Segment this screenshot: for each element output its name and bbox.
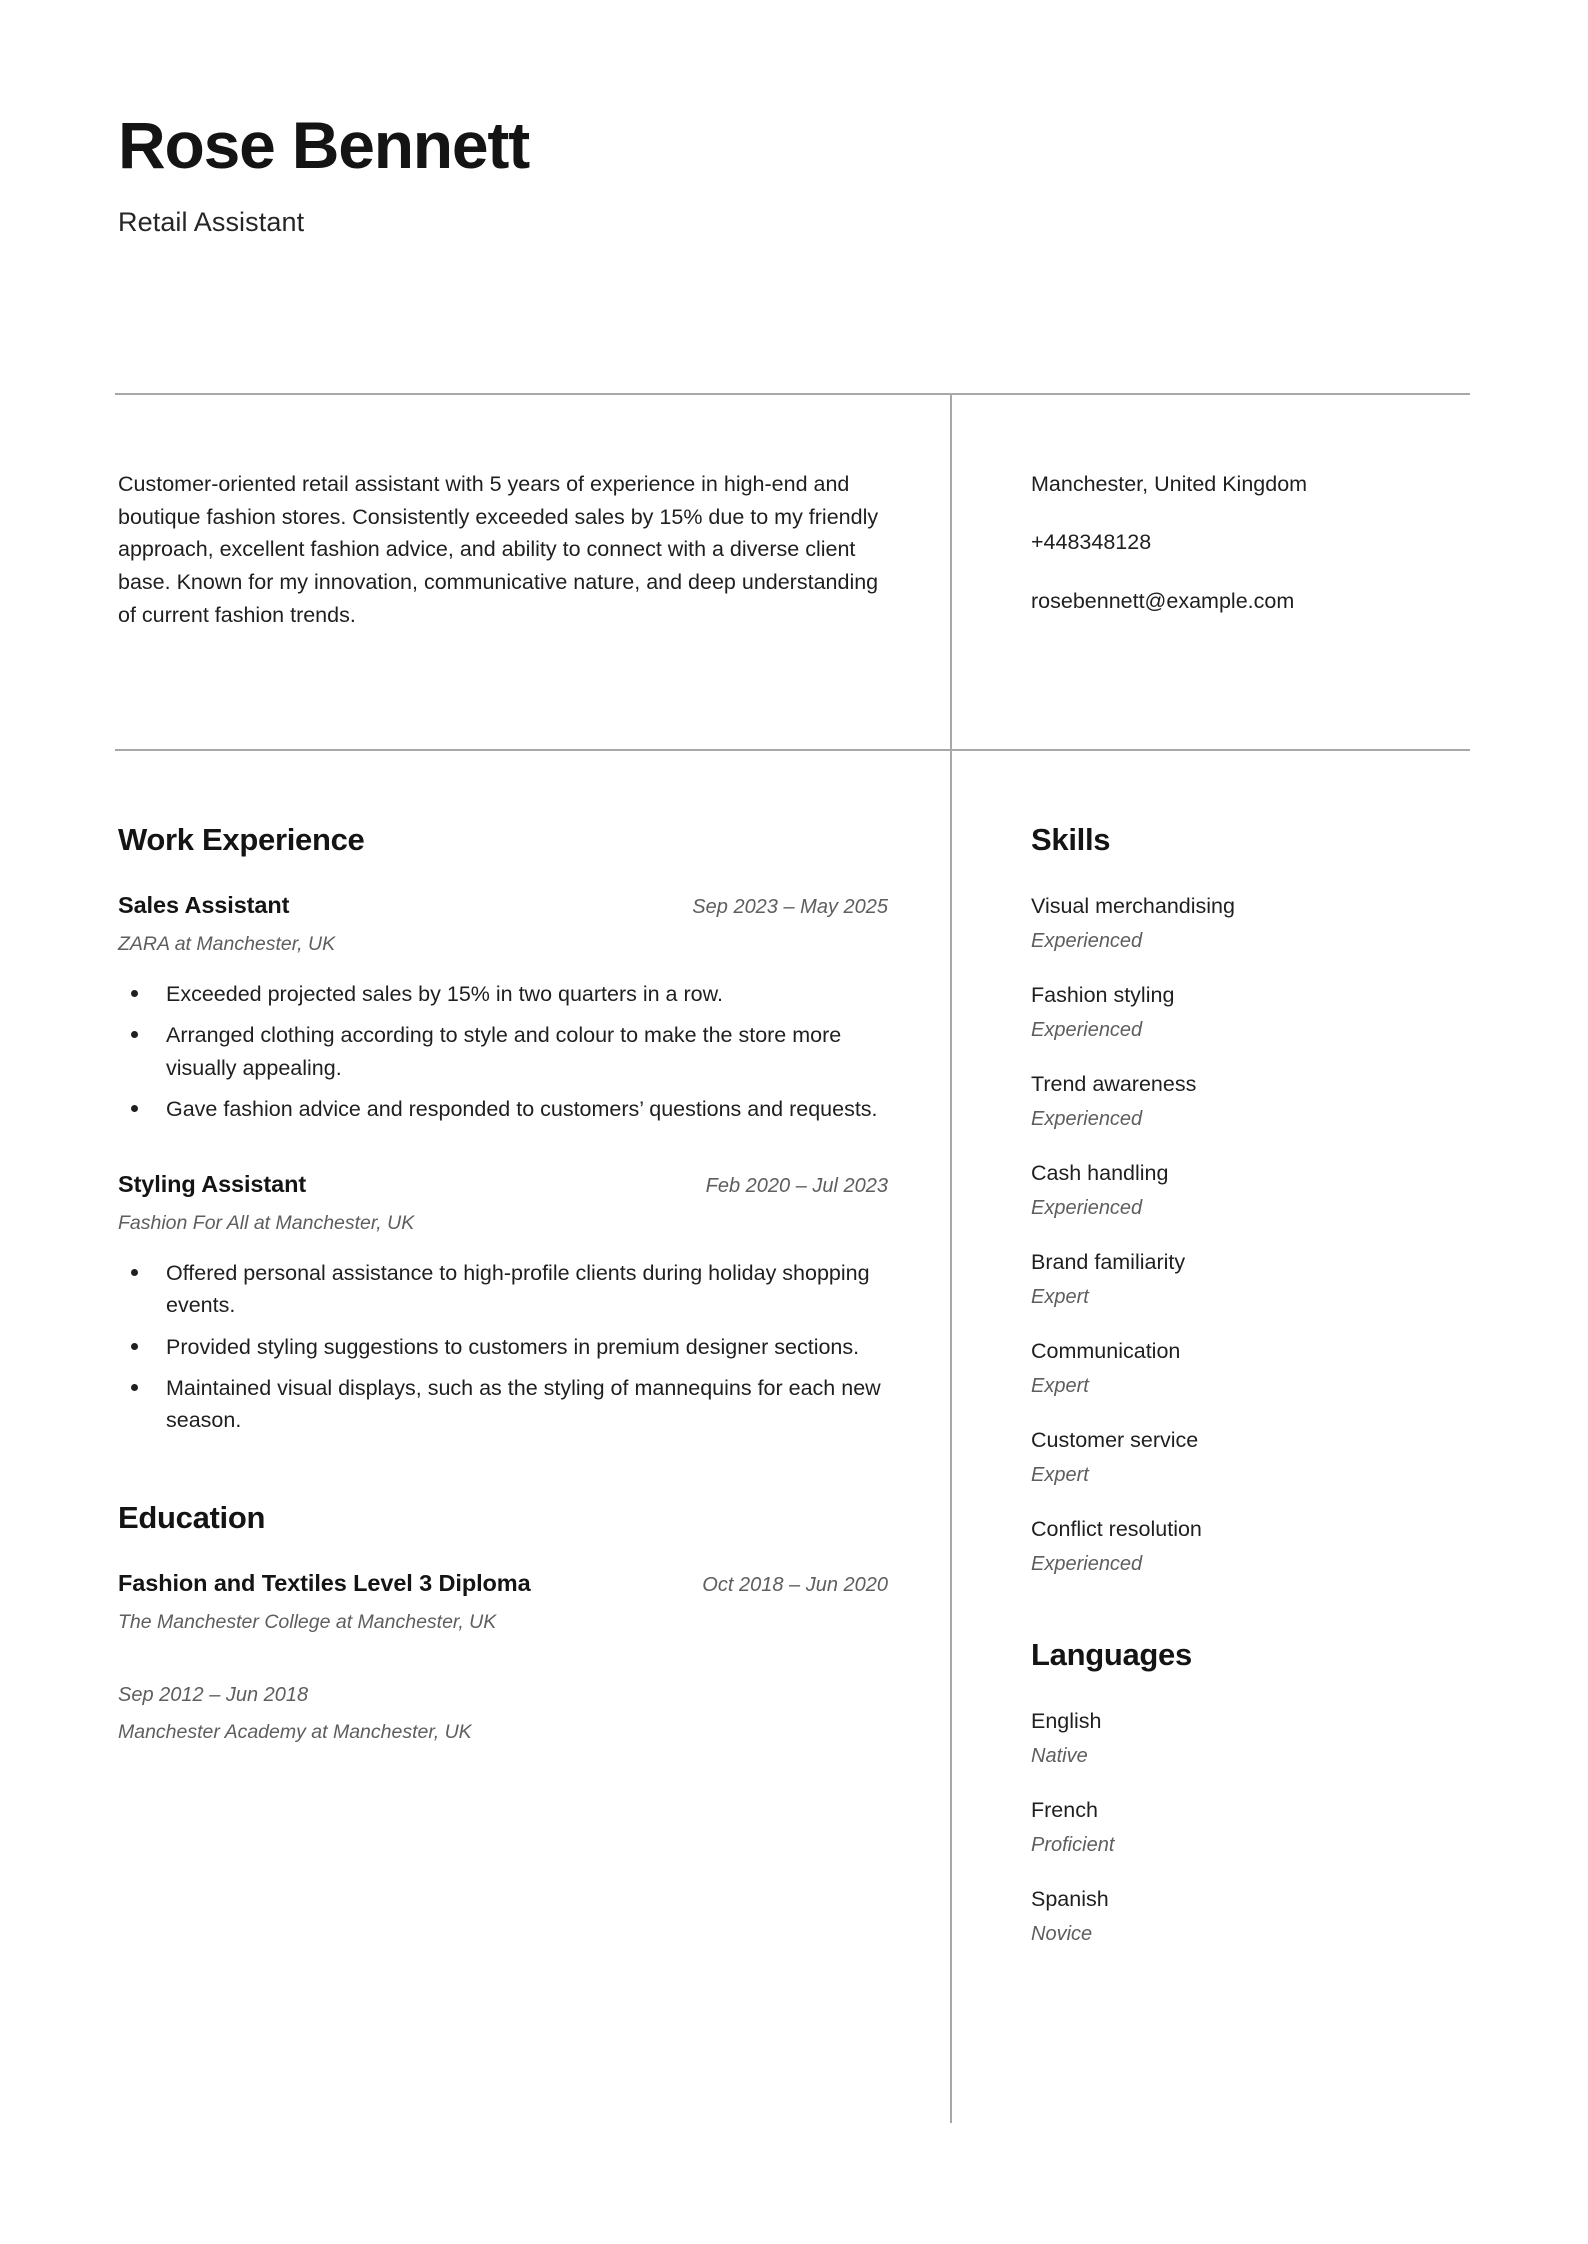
bullet-dot-icon (131, 1384, 138, 1391)
skill-level: Expert (1031, 1464, 1089, 1487)
bullet-text: Maintained visual displays, such as the styling of mannequins for each new season. (166, 1375, 881, 1432)
education-entry-date: Oct 2018 – Jun 2020 (702, 1574, 888, 1597)
language-name: Spanish (1031, 1887, 1109, 1912)
divider-middle (115, 749, 1470, 751)
skill-name: Brand familiarity (1031, 1250, 1186, 1275)
skill-level: Expert (1031, 1286, 1089, 1309)
bullet-dot-icon (131, 1031, 138, 1038)
bullet-dot-icon (131, 990, 138, 997)
language-item (1031, 1707, 1471, 1769)
language-level: Native (1031, 1745, 1088, 1768)
bullet-dot-icon (131, 1343, 138, 1350)
work-experience-section (118, 822, 888, 1436)
skill-level: Experienced (1031, 1553, 1143, 1576)
skill-level: Experienced (1031, 1019, 1143, 1042)
language-name: French (1031, 1798, 1098, 1823)
work-entry-bullets (118, 978, 888, 1125)
contact-email[interactable]: rosebennett@example.com (1031, 588, 1295, 613)
skill-name: Conflict resolution (1031, 1517, 1202, 1542)
candidate-name: Rose Bennett (118, 108, 529, 182)
skill-level: Experienced (1031, 1197, 1143, 1220)
work-entry-title: Sales Assistant (118, 892, 290, 918)
bullet-item (118, 978, 888, 1010)
bullet-dot-icon (131, 1269, 138, 1276)
skill-level: Expert (1031, 1375, 1089, 1398)
work-entry-date: Sep 2023 – May 2025 (692, 896, 888, 918)
education-section (118, 1500, 888, 1744)
bullet-item (118, 1331, 888, 1363)
skill-item (1031, 1070, 1471, 1132)
skills-section (1031, 822, 1471, 1577)
bullet-item (118, 1257, 888, 1322)
education-entry (118, 1570, 888, 1634)
language-item (1031, 1885, 1471, 1947)
skill-name: Trend awareness (1031, 1072, 1197, 1097)
bullet-dot-icon (131, 1105, 138, 1112)
skill-name: Cash handling (1031, 1161, 1169, 1186)
skill-level: Experienced (1031, 1108, 1143, 1131)
bullet-item (118, 1093, 888, 1125)
education-entry-head (118, 1570, 888, 1597)
bullet-item (118, 1372, 888, 1437)
skill-name: Fashion styling (1031, 983, 1175, 1008)
education-entry-subtitle: Manchester Academy at Manchester, UK (118, 1721, 472, 1744)
languages-section (1031, 1637, 1471, 1947)
contact-phone[interactable]: +448348128 (1031, 530, 1152, 555)
bullet-text: Exceeded projected sales by 15% in two quarters in a row. (166, 982, 723, 1006)
summary-section (118, 468, 888, 631)
work-entry-title: Styling Assistant (118, 1171, 307, 1197)
contact-section (1031, 468, 1471, 617)
contact-location: Manchester, United Kingdom (1031, 472, 1308, 496)
skills-heading: Skills (1031, 822, 1111, 857)
bullet-text: Arranged clothing according to style and colour to make the store more visually appealing. (166, 1023, 842, 1080)
education-entry-title: Fashion and Textiles Level 3 Diploma (118, 1570, 531, 1597)
language-level: Proficient (1031, 1834, 1115, 1857)
candidate-job-title: Retail Assistant (118, 207, 305, 238)
work-experience-heading: Work Experience (118, 822, 365, 857)
work-entry-bullets (118, 1257, 888, 1436)
languages-heading: Languages (1031, 1637, 1192, 1673)
work-entry-date: Feb 2020 – Jul 2023 (705, 1175, 888, 1197)
divider-top (115, 393, 1470, 395)
skill-name: Visual merchandising (1031, 894, 1235, 918)
divider-vertical (950, 393, 952, 2123)
work-entry-head (118, 1171, 888, 1198)
education-entry-date: Sep 2012 – Jun 2018 (118, 1684, 309, 1707)
bullet-text: Offered personal assistance to high-profile clients during holiday shopping events. (166, 1261, 870, 1318)
bullet-text: Gave fashion advice and responded to customers’ questions and requests. (166, 1096, 878, 1121)
work-entry (118, 892, 888, 1125)
language-level: Novice (1031, 1923, 1093, 1946)
work-entry-head (118, 892, 888, 919)
bullet-text: Provided styling suggestions to customers in premium designer sections. (166, 1334, 860, 1359)
skill-level: Experienced (1031, 930, 1143, 953)
skill-item (1031, 981, 1471, 1043)
skill-item (1031, 892, 1471, 954)
bullet-item (118, 1019, 888, 1084)
skill-item (1031, 1426, 1471, 1488)
language-name: English (1031, 1709, 1102, 1734)
work-entry-subtitle: Fashion For All at Manchester, UK (118, 1212, 415, 1234)
skill-item (1031, 1248, 1471, 1310)
main-right-column (1031, 822, 1471, 1947)
summary-text: Customer-oriented retail assistant with 5 years of experience in high-end and boutique fashion stores. Consistently exceeded sales by 15% due to my friendly approach, excellent fashion advice, and ability to connect with a diverse client base. Known for my innovation, communicative nature, and deep understanding of current fashion trends. (118, 472, 879, 627)
resume-header (118, 110, 1470, 238)
work-entry-subtitle: ZARA at Manchester, UK (118, 933, 336, 955)
skill-name: Customer service (1031, 1428, 1199, 1453)
education-heading: Education (118, 1500, 266, 1536)
skill-item (1031, 1337, 1471, 1399)
main-left-column (118, 822, 888, 1744)
education-entry-subtitle: The Manchester College at Manchester, UK (118, 1611, 497, 1634)
education-entry (118, 1684, 888, 1744)
skill-item (1031, 1159, 1471, 1221)
skill-item (1031, 1515, 1471, 1577)
language-item (1031, 1796, 1471, 1858)
work-entry (118, 1171, 888, 1436)
skill-name: Communication (1031, 1339, 1181, 1364)
